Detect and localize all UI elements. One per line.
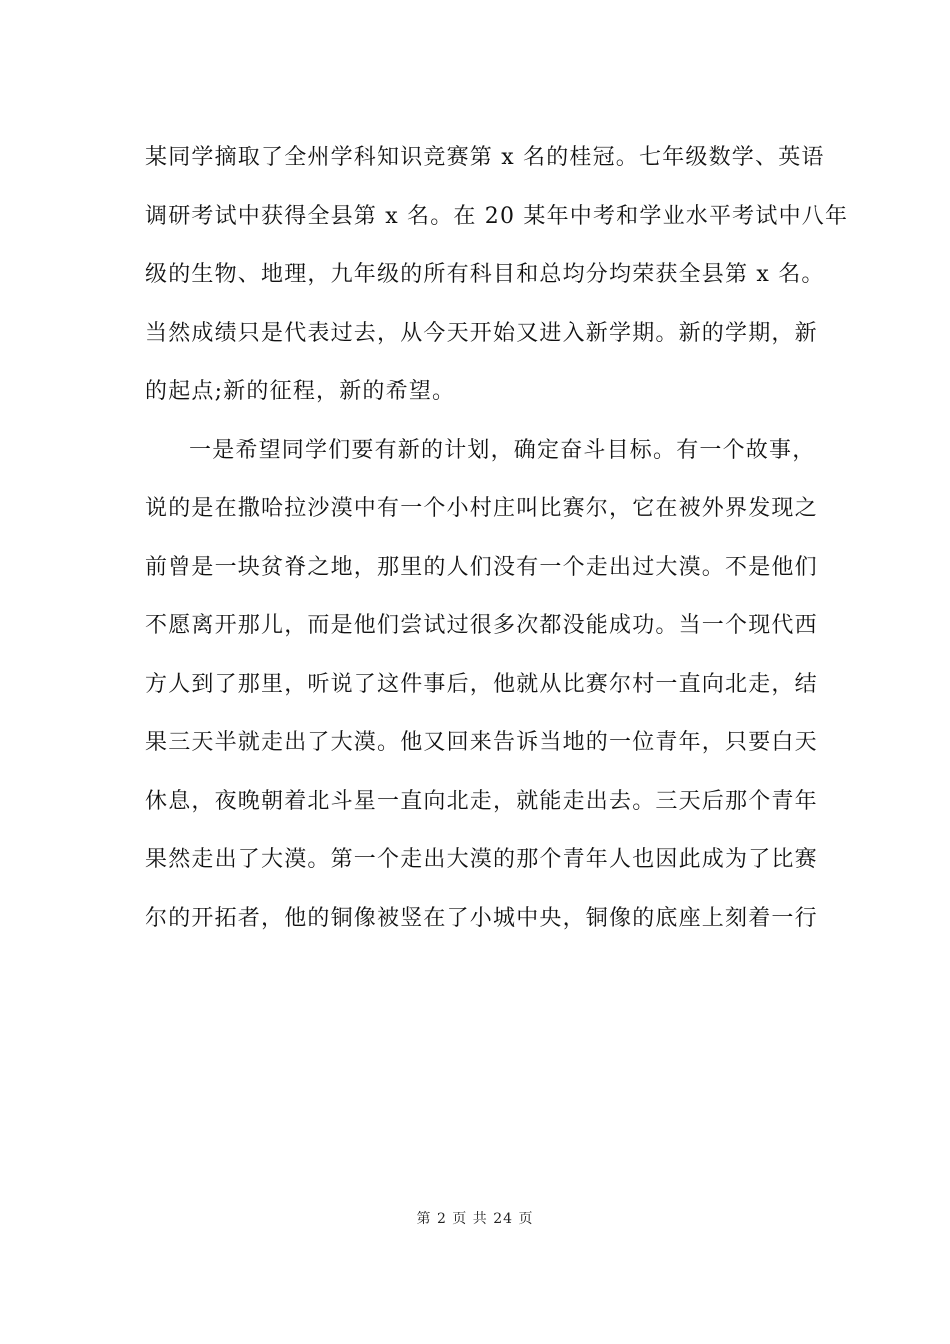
- text-line: 级的生物、地理，九年级的所有科目和总均分均荣获全县第 x 名。: [145, 262, 825, 287]
- text-line: 某同学摘取了全州学科知识竞赛第 x 名的桂冠。七年级数学、英语: [145, 145, 825, 170]
- text-line: 前曾是一块贫脊之地，那里的人们没有一个走出过大漠。不是他们: [145, 554, 818, 580]
- text-line: 说的是在撒哈拉沙漠中有一个小村庄叫比赛尔，它在被外界发现之: [145, 496, 818, 521]
- page-number: 第 2 页 共 24 页: [416, 1211, 534, 1227]
- text-line: 调研考试中获得全县第 x 名。在 20 某年中考和学业水平考试中八年: [145, 203, 849, 229]
- text-line: 尔的开拓者，他的铜像被竖在了小城中央，铜像的底座上刻着一行: [145, 905, 818, 931]
- text-line: 不愿离开那儿，而是他们尝试过很多次都没能成功。当一个现代西: [145, 613, 818, 638]
- page-footer: [0, 1208, 950, 1228]
- body-text: [145, 136, 849, 955]
- text-line: 果然走出了大漠。第一个走出大漠的那个青年人也因此成为了比赛: [145, 847, 818, 872]
- text-line: 的起点;新的征程，新的希望。: [145, 379, 456, 404]
- text-line: 休息，夜晚朝着北斗星一直向北走，就能走出去。三天后那个青年: [145, 788, 818, 814]
- text-line: 方人到了那里，听说了这件事后，他就从比赛尔村一直向北走，结: [145, 671, 818, 697]
- paragraph-start-line: 一是希望同学们要有新的计划，确定奋斗目标。有一个故事，: [189, 437, 816, 463]
- text-line: 当然成绩只是代表过去，从今天开始又进入新学期。新的学期，新: [145, 320, 818, 346]
- text-line: 果三天半就走出了大漠。他又回来告诉当地的一位青年，只要白天: [145, 730, 818, 755]
